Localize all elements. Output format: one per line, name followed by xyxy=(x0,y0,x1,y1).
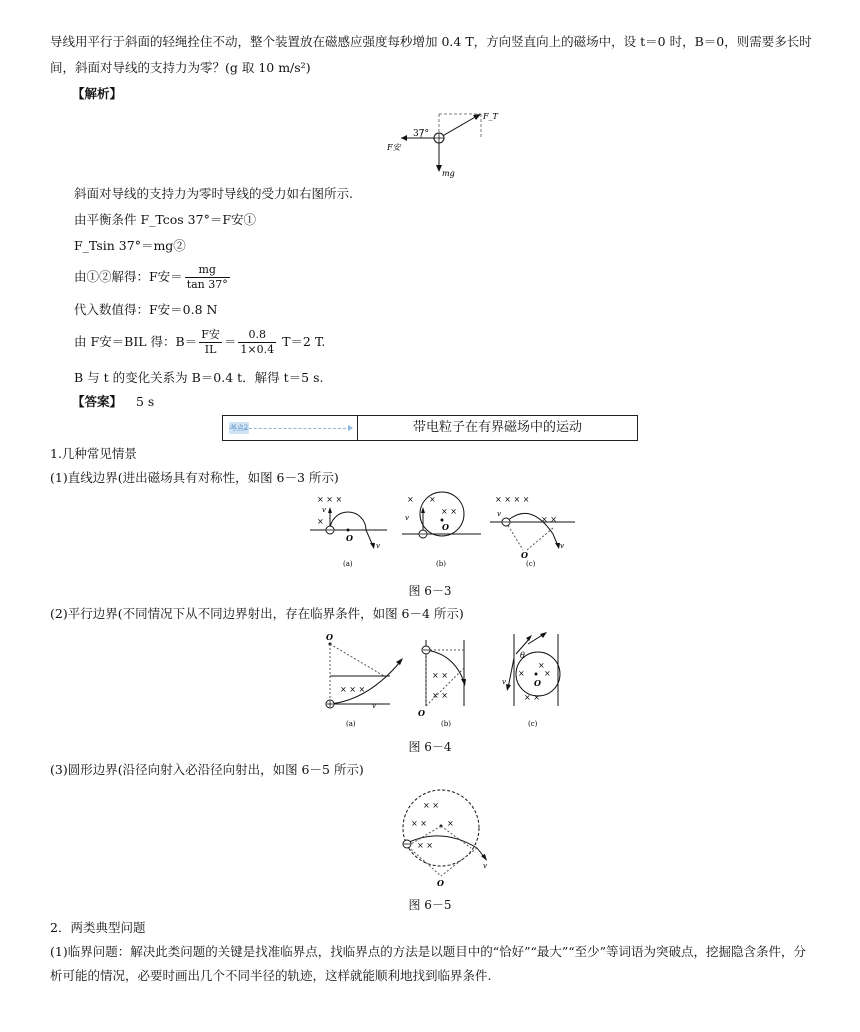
svg-text:v: v xyxy=(560,542,564,550)
svg-text:×: × xyxy=(447,819,454,828)
fig64-a-label: (a) xyxy=(346,720,356,728)
fig64-b xyxy=(418,640,466,728)
paragraph-3: (3)圆形边界(沿径向射入必沿径向射出，如图 6－5 所示) xyxy=(50,762,364,777)
solution-line-6: 由 F安＝BIL 得：B＝ $\frac{\text{F安}}{IL}$ ＝ $\frac{0.8}{1\times 0.4}$ T＝2 T. xyxy=(74,328,326,356)
svg-text:O: O xyxy=(326,632,333,642)
fig63-caption: 图 6－3 xyxy=(408,584,452,598)
paragraph-1: (1)直线边界(进出磁场具有对称性，如图 6－3 所示) xyxy=(50,470,339,485)
figure-6-3 xyxy=(305,490,575,572)
paragraph-4: (1)临界问题：解决此类问题的关键是找准临界点，找临界点的方法是以题目中的“恰好”“最大”“至少”等词语为突破点，挖掘隐含条件，分析可能的情况，必要时画出几个不同半径的轨迹，这样就能顺利地找到临界条件. xyxy=(50,944,807,983)
fig64-c xyxy=(502,632,560,728)
svg-text:v: v xyxy=(483,862,487,870)
fan-label: F安 xyxy=(387,143,401,152)
svg-text:v: v xyxy=(372,702,376,710)
svg-text:× ×: × × xyxy=(432,691,448,700)
answer-line xyxy=(72,394,154,410)
svg-text:× ×: × × xyxy=(417,841,433,850)
svg-text:O: O xyxy=(418,708,425,718)
svg-text:O: O xyxy=(521,550,528,560)
section-title: 带电粒子在有界磁场中的运动 xyxy=(412,420,582,435)
svg-text:v: v xyxy=(405,514,409,522)
fig65-caption: 图 6－5 xyxy=(408,898,452,912)
svg-text:× ×: × × xyxy=(423,801,439,810)
svg-text:× ×: × × xyxy=(411,819,427,828)
analysis-label: 【解析】 xyxy=(72,86,123,101)
svg-text:v: v xyxy=(322,506,326,514)
mg-label: mg xyxy=(442,169,455,178)
fraction-mg-tan: $\frac{mg}{\tan 37^\circ}$ xyxy=(186,263,228,291)
figure-6-4 xyxy=(318,628,566,732)
svg-text:×: × xyxy=(538,661,545,670)
svg-text:θ: θ xyxy=(520,651,525,660)
fig63-c xyxy=(490,495,575,568)
fig64-c-label: (c) xyxy=(528,720,538,728)
answer-value: 5 s xyxy=(136,394,155,409)
paragraph-2: (2)平行边界(不同情况下从不同边界射出，存在临界条件，如图 6－4 所示) xyxy=(50,606,464,621)
svg-text:v: v xyxy=(376,542,380,550)
svg-text:× × × ×: × × × × xyxy=(495,495,530,504)
svg-text:× × ×: × × × xyxy=(317,495,343,504)
svg-text:× ×: × × xyxy=(432,671,448,680)
svg-text:×: × xyxy=(429,495,436,504)
section-tag: 考点2 xyxy=(223,416,358,440)
svg-text:×: × xyxy=(518,669,525,678)
solution-line-2: 由平衡条件 F_Tcos 37°＝F安① xyxy=(74,212,257,227)
svg-text:× ×: × × xyxy=(541,515,557,524)
solution-line-5: 代入数值得：F安＝0.8 N xyxy=(74,302,218,317)
solution-line-4: 由①②解得：F安＝ $\frac{mg}{\tan 37^\circ}$ xyxy=(74,263,228,291)
svg-text:×: × xyxy=(317,517,324,526)
fig63-a xyxy=(310,495,387,568)
fig64-a xyxy=(326,632,403,728)
ft-label: F_T xyxy=(483,112,498,121)
fraction-f-il: $\frac{\text{F安}}{IL}$ xyxy=(201,328,220,356)
fig64-b-label: (b) xyxy=(441,720,451,728)
section-header xyxy=(222,415,638,441)
heading-2: 2．两类典型问题 xyxy=(50,920,146,935)
problem-line-1: 导线用平行于斜面的轻绳拴住不动，整个装置放在磁感应强度每秒增加 0.4 T，方向竖直向上的磁场中，设 t＝0 时，B＝0，则需要多长时 xyxy=(50,34,812,49)
answer-label: 【答案】 xyxy=(72,394,123,409)
svg-text:×: × xyxy=(544,669,551,678)
heading-1: 1.几种常见情景 xyxy=(50,446,137,461)
svg-text:O: O xyxy=(534,678,541,688)
svg-text:×: × xyxy=(407,495,414,504)
svg-text:O: O xyxy=(437,878,444,888)
problem-line-2: 间，斜面对导线的支持力为零？(g 取 10 m/s²) xyxy=(50,60,311,75)
fraction-values: $\frac{0.8}{1\times 0.4}$ xyxy=(240,328,275,356)
fig63-b-label: (b) xyxy=(436,560,446,568)
svg-text:× ×: × × xyxy=(441,507,457,516)
fig63-b xyxy=(402,492,481,568)
svg-text:v: v xyxy=(497,510,501,518)
figure-6-5 xyxy=(395,784,495,894)
fig64-caption: 图 6－4 xyxy=(408,740,452,754)
fig63-c-label: (c) xyxy=(526,560,536,568)
solution-line-1: 斜面对导线的支持力为零时导线的受力如右图所示. xyxy=(74,186,353,201)
svg-text:× × ×: × × × xyxy=(340,685,366,694)
solution-line-3: F_Tsin 37°＝mg② xyxy=(74,238,186,253)
svg-text:× ×: × × xyxy=(524,693,540,702)
fig63-a-label: (a) xyxy=(343,560,353,568)
angle-label: 37° xyxy=(413,129,429,139)
svg-text:O: O xyxy=(346,533,353,543)
solution-line-7: B 与 t 的变化关系为 B＝0.4 t．解得 t＝5 s. xyxy=(74,370,324,385)
force-diagram xyxy=(385,106,505,182)
svg-text:O: O xyxy=(442,522,449,532)
svg-text:v: v xyxy=(502,678,506,686)
